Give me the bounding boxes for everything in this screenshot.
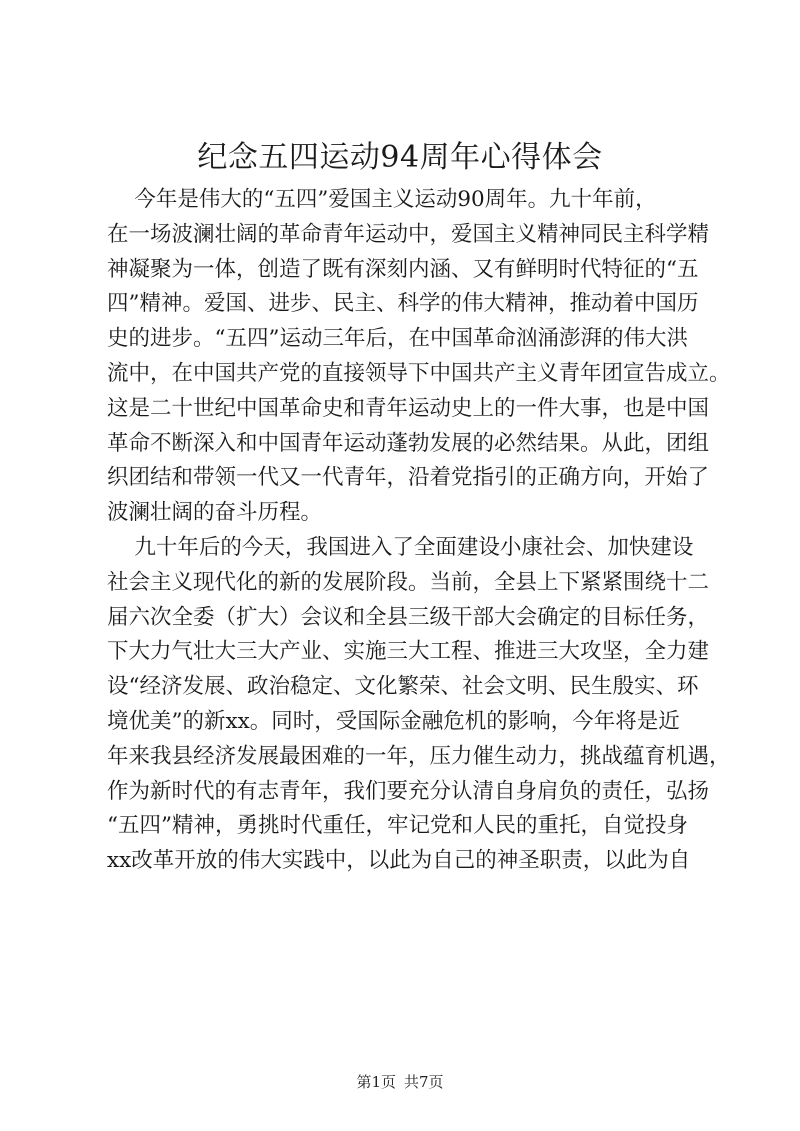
text-line: 波澜壮阔的奋斗历程。 <box>107 500 323 526</box>
text-line: 届六次全委（扩大）会议和全县三级干部大会确定的目标任务， <box>107 604 710 630</box>
text-line: 在一场波澜壮阔的革命青年运动中，爱国主义精神同民主科学精 <box>107 221 710 247</box>
text-line: 神凝聚为一体，创造了既有深刻内涵、又有鲜明时代特征的“五 <box>107 256 699 282</box>
text-line: 作为新时代的有志青年，我们要充分认清自身肩负的责任，弘扬 <box>107 778 710 804</box>
text-line: 流中，在中国共产党的直接领导下中国共产主义青年团宣告成立。 <box>107 360 731 386</box>
text-line: 境优美”的新xx。同时，受国际金融危机的影响，今年将是近 <box>107 708 680 734</box>
text-line: 史的进步。“五四”运动三年后，在中国革命汹涌澎湃的伟大洪 <box>107 326 688 352</box>
text-line: “五四”精神，勇挑时代重任，牢记党和人民的重托，自觉投身 <box>107 813 688 839</box>
text-line: 革命不断深入和中国青年运动蓬勃发展的必然结果。从此，团组 <box>107 430 710 456</box>
text-line: 今年是伟大的“五四”爱国主义运动90周年。九十年前， <box>107 187 657 212</box>
page-number: 第1页 <box>356 1073 396 1091</box>
document-body <box>107 183 731 879</box>
text-line: 这是二十世纪中国革命史和青年运动史上的一件大事，也是中国 <box>107 395 710 421</box>
text-line: 设“经济发展、政治稳定、文化繁荣、社会文明、民生殷实、环 <box>107 674 699 700</box>
page-title: 纪念五四运动94周年心得体会 <box>197 140 603 175</box>
text-line: xx改革开放的伟大实践中，以此为自己的神圣职责，以此为自 <box>107 848 691 874</box>
text-line: 四”精神。爱国、进步、民主、科学的伟大精神，推动着中国历 <box>107 291 699 317</box>
text-line: 下大力气壮大三大产业、实施三大工程、推进三大攻坚，全力建 <box>107 639 710 665</box>
page-total: 共7页 <box>404 1073 444 1091</box>
text-line: 九十年后的今天，我国进入了全面建设小康社会、加快建设 <box>107 534 694 560</box>
text-line: 社会主义现代化的新的发展阶段。当前，全县上下紧紧围绕十二 <box>107 569 710 595</box>
page-footer <box>0 1072 800 1092</box>
text-line: 织团结和带领一代又一代青年，沿着党指引的正确方向，开始了 <box>107 465 710 491</box>
text-line: 年来我县经济发展最困难的一年，压力催生动力，挑战蕴育机遇， <box>107 743 731 769</box>
